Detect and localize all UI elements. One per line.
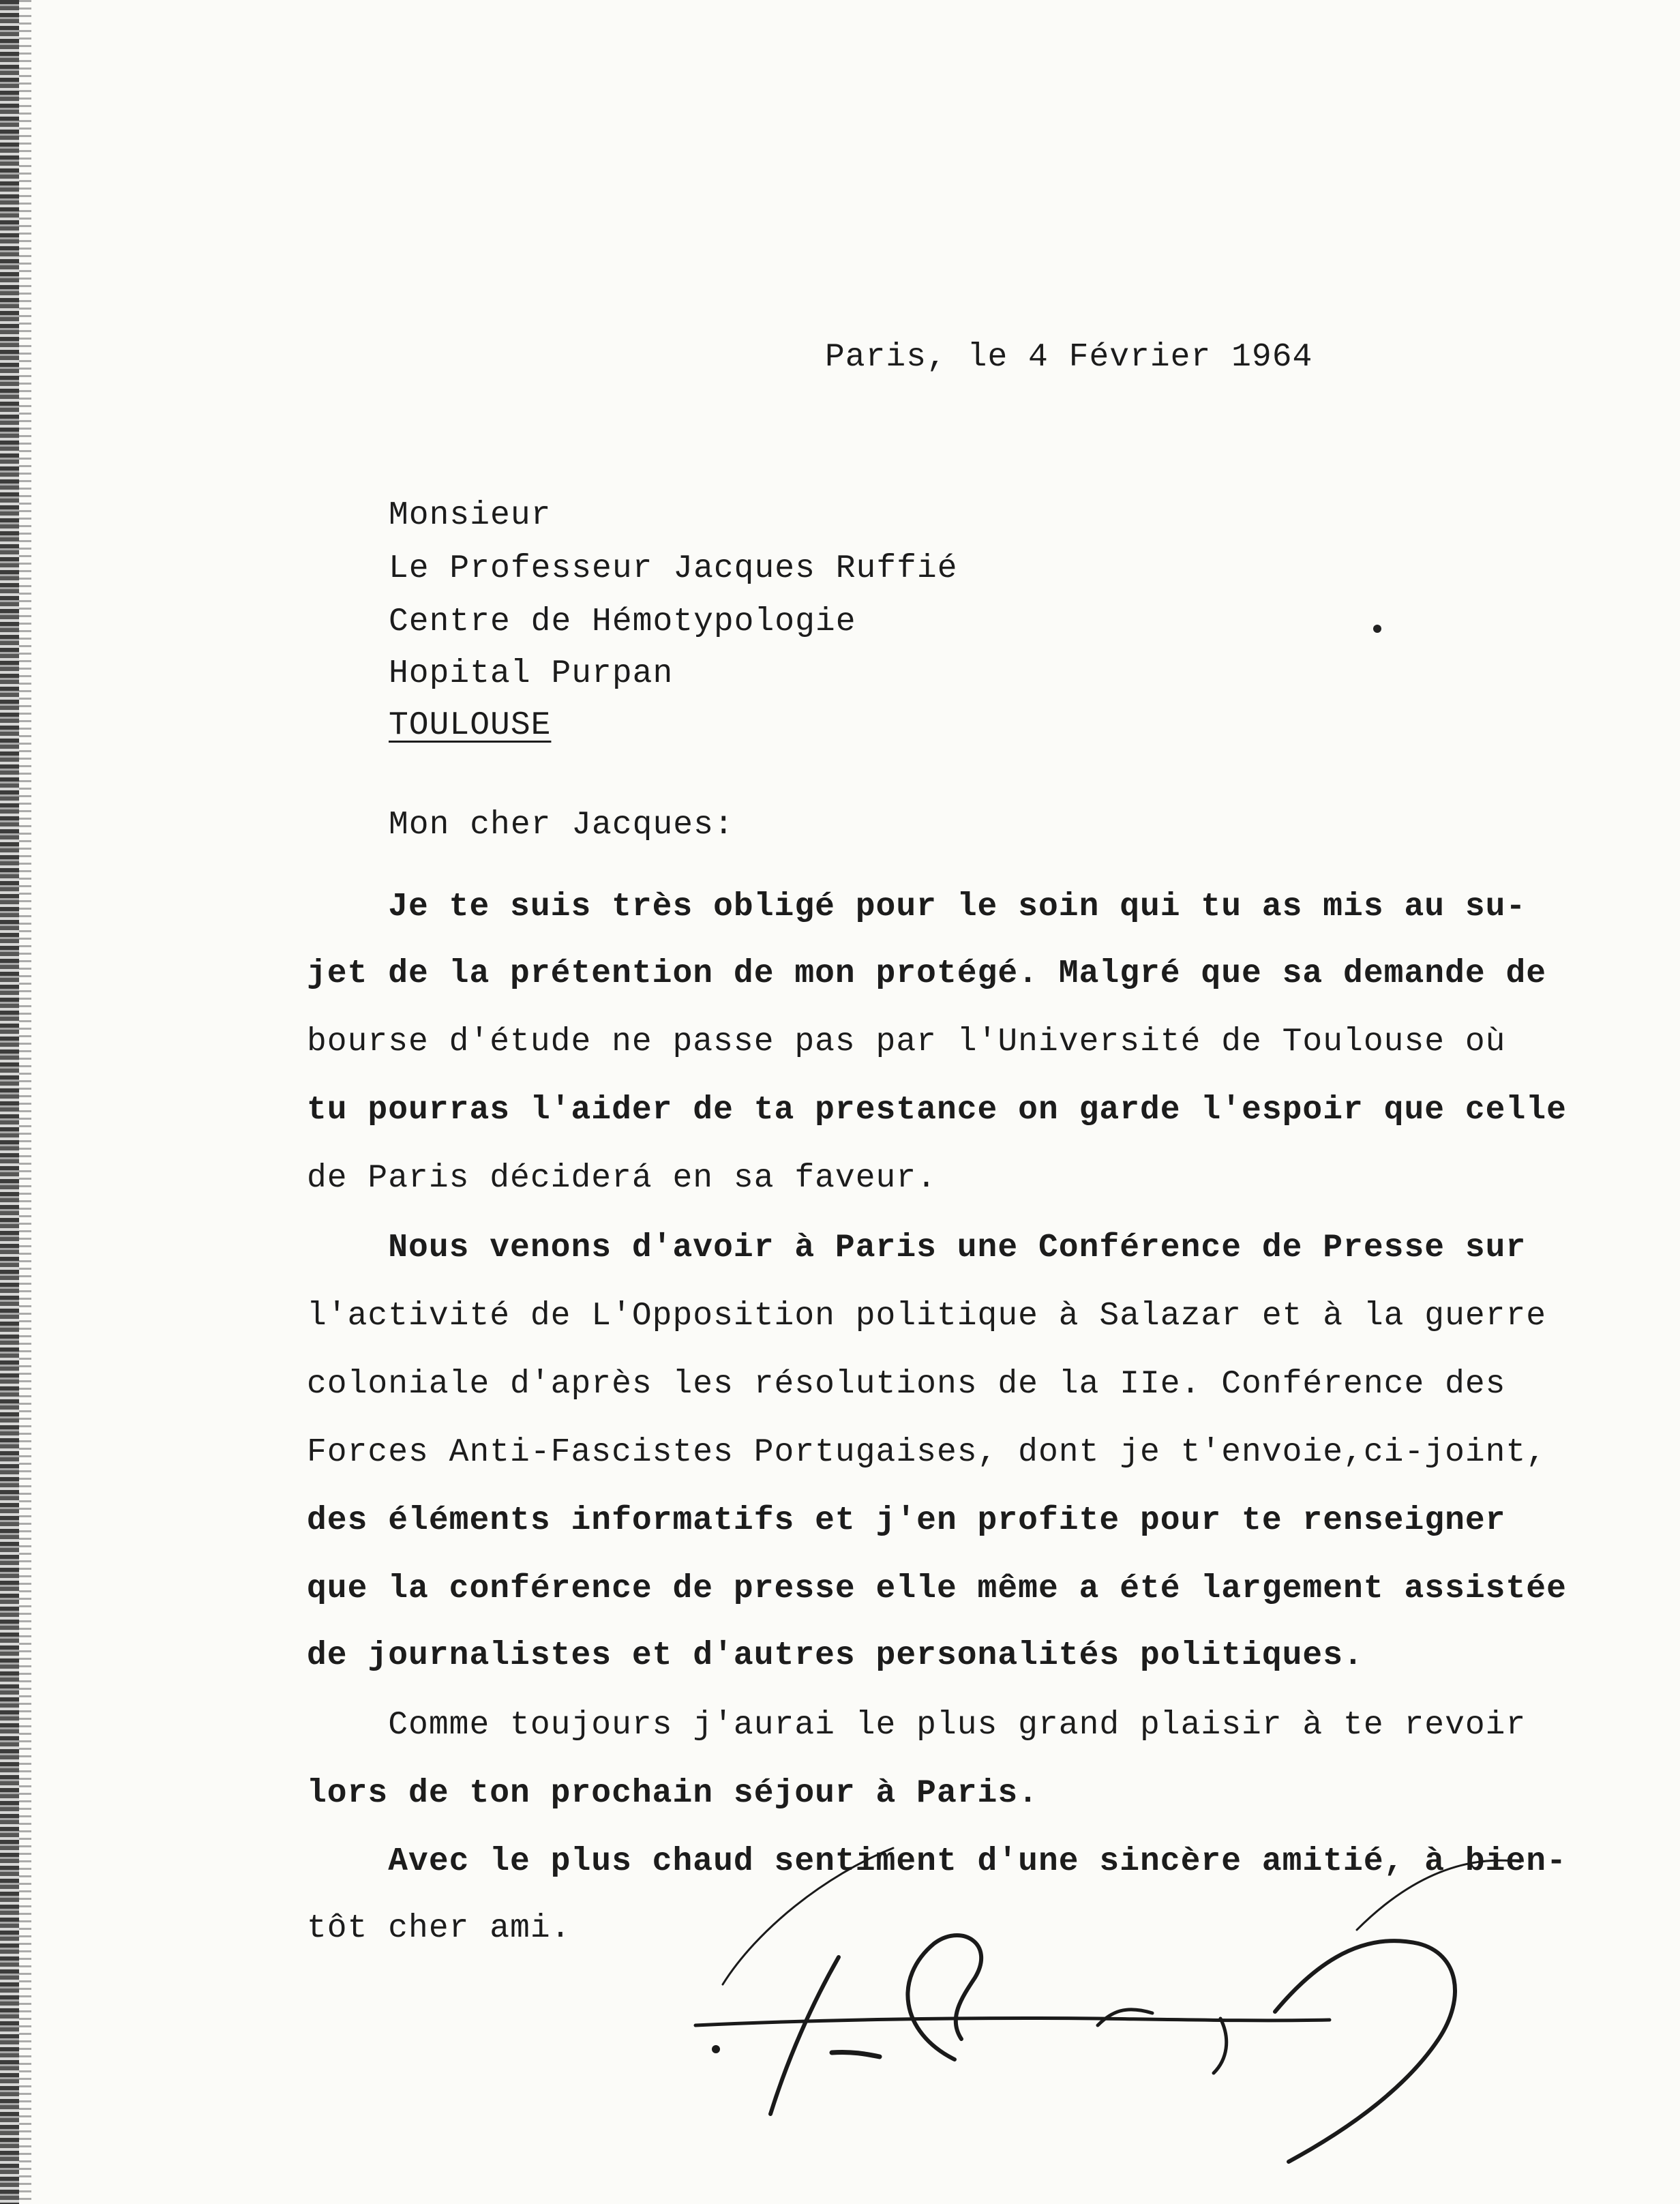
salutation: Mon cher Jacques: xyxy=(389,807,734,844)
body-line-9: Forces Anti-Fascistes Portugaises, dont je t'envoie,ci-joint, xyxy=(307,1434,1547,1471)
scan-edge-noise xyxy=(0,0,19,2204)
handwritten-signature xyxy=(675,1834,1575,2189)
date-line: Paris, le 4 Février 1964 xyxy=(825,339,1313,376)
body-line-10: des éléments informatifs et j'en profite pour te renseigner xyxy=(307,1502,1506,1539)
body-line-2: jet de la prétention de mon protégé. Malgré que sa demande de xyxy=(307,955,1547,992)
body-line-1: Je te suis très obligé pour le soin qui tu as mis au su- xyxy=(307,889,1527,925)
body-line-4: tu pourras l'aider de ta prestance on garde l'espoir que celle xyxy=(307,1092,1567,1129)
scan-edge-noise-secondary xyxy=(19,0,31,2204)
recipient-line-3: Centre de Hémotypologie xyxy=(389,604,856,640)
body-line-8: coloniale d'après les résolutions de la IIe. Conférence des xyxy=(307,1366,1506,1403)
body-line-15: Avec le plus chaud sentiment d'une sincère amitié, à bien- xyxy=(307,1843,1567,1880)
body-line-12: de journalistes et d'autres personalités politiques. xyxy=(307,1637,1364,1674)
body-line-3: bourse d'étude ne passe pas par l'Université de Toulouse où xyxy=(307,1024,1506,1060)
body-line-7: l'activité de L'Opposition politique à Salazar et à la guerre xyxy=(307,1298,1547,1335)
body-line-11: que la conférence de presse elle même a été largement assistée xyxy=(307,1570,1567,1607)
body-line-13: Comme toujours j'aurai le plus grand plaisir à te revoir xyxy=(307,1707,1527,1744)
body-line-16: tôt cher ami. xyxy=(307,1910,571,1947)
body-line-14: lors de ton prochain séjour à Paris. xyxy=(307,1775,1038,1812)
body-line-6: Nous venons d'avoir à Paris une Conférence de Presse sur xyxy=(307,1230,1527,1266)
recipient-line-4: Hopital Purpan xyxy=(389,655,674,692)
recipient-line-1: Monsieur xyxy=(389,497,552,534)
body-line-5: de Paris déciderá en sa faveur. xyxy=(307,1160,937,1197)
recipient-line-2: Le Professeur Jacques Ruffié xyxy=(389,550,958,587)
ink-speck xyxy=(1373,625,1381,633)
recipient-city: TOULOUSE xyxy=(389,707,552,744)
